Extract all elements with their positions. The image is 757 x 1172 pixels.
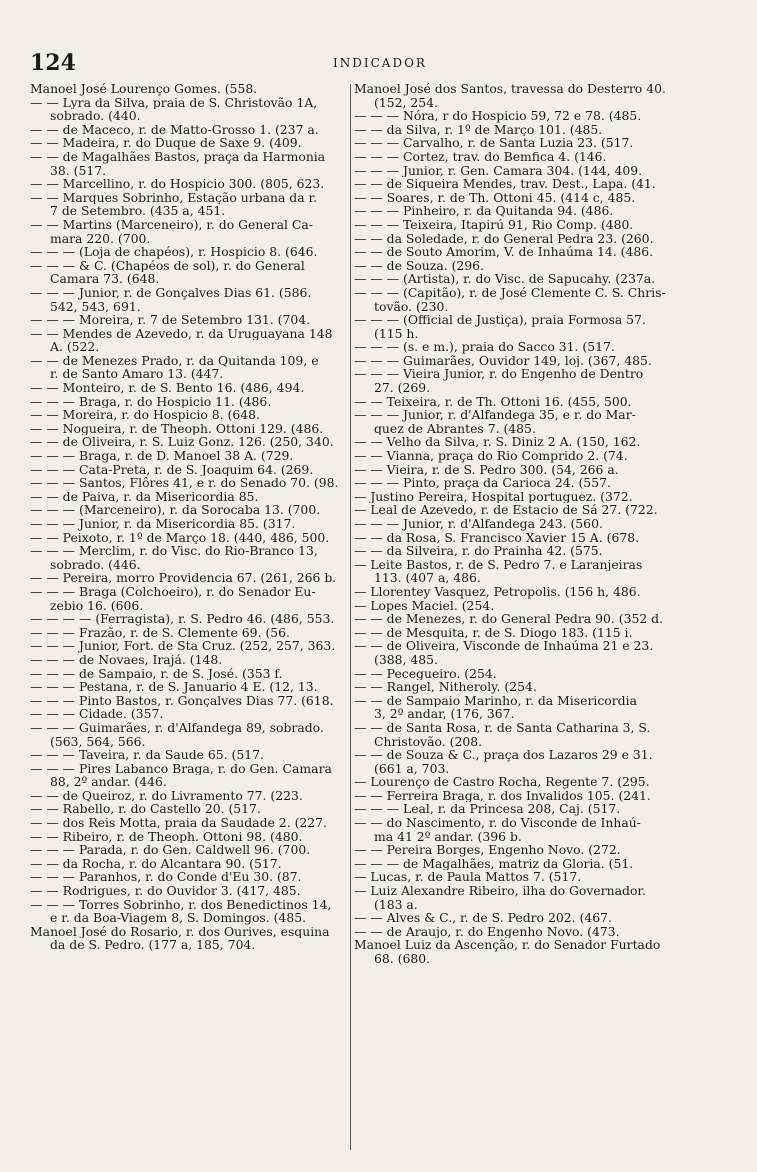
directory-entry-line: — — — Parada, r. do Gen. Caldwell 96. (700. [30,843,311,857]
directory-entry-line: Camara 73. (648. [50,272,160,286]
directory-entry-line: — Lucas, r. de Paula Mattos 7. (517. [354,870,582,885]
directory-entry-line: — — Vianna, praça do Rio Comprido 2. (74. [354,449,628,463]
right-column [354,82,714,966]
directory-entry-line: — Leite Bastos, r. de S. Pedro 7. e Laranjeiras [354,557,643,572]
directory-entry-line: — — — Cata-Preta, r. de S. Joaquim 64. (269. [30,462,314,477]
directory-entry-line: — — Mendes de Azevedo, r. da Uruguayana 148 [30,326,333,341]
directory-entry-line: — — de Santa Rosa, r. de Santa Catharina 3, S. [354,720,651,735]
directory-entry-line: — — Ferreira Braga, r. dos Invalidos 105. (241. [354,788,651,803]
directory-entry-line: — Justino Pereira, Hospital portuguez. (372. [354,489,633,504]
directory-entry-line: (115 h. [374,326,419,341]
directory-entry-line: Manoel Luiz da Ascenção, r. do Senador Furtado [354,938,661,952]
directory-entry-line: ma 41 2º andar. (396 b. [374,829,522,844]
page-header [30,50,730,78]
directory-entry-line: — — de Paiva, r. da Misericordia 85. [30,489,259,504]
directory-entry-line: — — — Taveira, r. da Saude 65. (517. [30,748,264,762]
directory-entry-line: — — Rodrigues, r. do Ouvidor 3. (417, 485. [30,884,301,898]
column-divider [350,84,351,1150]
directory-entry-line: (388, 485. [374,652,438,667]
directory-entry-line: — — — Pinheiro, r. da Quitanda 94. (486. [354,204,614,218]
directory-entry-line: — — Alves & C., r. de S. Pedro 202. (467. [354,911,612,925]
directory-entry-line: — — de Menezes Prado, r. da Quitanda 109, e [30,353,319,368]
directory-entry-line: — — — Guimarães, Ouvidor 149, loj. (367, 485. [354,353,652,368]
directory-entry-line: — — de Souza & C., praça dos Lazaros 29 e 31. [354,748,653,762]
directory-entry-line: — — Pecegueiro. (254. [354,666,497,681]
directory-entry-line: — — — & C. (Chapéos de sol), r. do General [30,258,305,273]
directory-entry-line: — — — Guimarães, r. d'Alfandega 89, sobrado. [30,720,324,735]
directory-entry-line: — — Ribeiro, r. de Theoph. Ottoni 98. (480. [30,829,303,844]
directory-entry-line: — — Teixeira, r. de Th. Ottoni 16. (455, 500. [354,394,632,409]
left-column [30,82,348,952]
directory-entry-line: — — de Mesquita, r. de S. Diogo 183. (115 i. [354,625,633,640]
directory-entry-line: — — de Menezes, r. do General Pedra 90. (352 d. [354,612,664,626]
directory-entry-line: — — — Santos, Flôres 41, e r. do Senado 70. (98. [30,476,339,490]
directory-entry-line: — — — Torres Sobrinho, r. dos Benedictinos 14, [30,897,332,912]
directory-entry-line: — — de Magalhães Bastos, praça da Harmonia [30,149,326,164]
directory-entry-line: tovão. (230. [374,299,449,314]
directory-entry-line: — Lopes Maciel. (254. [354,598,495,613]
directory-entry-line: — — de Oliveira, Visconde de Inhaúma 21 e 23. [354,639,654,653]
directory-entry-line: — — — (Official de Justiça), praia Formosa 57. [354,313,646,327]
directory-entry-line: (152, 254. [374,95,438,110]
directory-entry-line: (661 a, 703. [374,761,450,776]
directory-entry-line: — — Madeira, r. do Duque de Saxe 9. (409. [30,136,302,150]
directory-entry-line: 68. (680. [374,952,431,966]
directory-entry-line: — — — Pinto, praça da Carioca 24. (557. [354,476,611,490]
directory-entry-line: 27. (269. [374,381,431,395]
directory-entry-line: 88, 2º andar. (446. [50,775,167,789]
directory-entry-line: — — — Braga, r. do Hospicio 11. (486. [30,394,272,409]
directory-entry-line: — — — Teixeira, Itapirú 91, Rio Comp. (480. [354,217,634,232]
directory-entry-line: — — de Queiroz, r. do Livramento 77. (223. [30,788,303,803]
directory-entry-line: — — — Junior, r. de Gonçalves Dias 61. (586. [30,285,312,300]
directory-entry-line: — — — Junior, r. d'Alfandega 35, e r. do Mar- [354,408,636,422]
directory-entry-line: — — Pereira, morro Providencia 67. (261, 266 b. [30,571,337,585]
directory-entry-line: e r. da Boa-Viagem 8, S. Domingos. (485. [50,911,307,925]
directory-entry-line: — — Nogueira, r. de Theoph. Ottoni 129. (486. [30,421,324,436]
directory-entry-line: zebio 16. (606. [50,598,144,613]
directory-entry-line: — — — Nóra, r do Hospicio 59, 72 e 78. (485. [354,109,642,123]
directory-entry-line: — — — (Loja de chapéos), r. Hospicio 8. (646. [30,245,318,259]
directory-entry-line: — — — Vieira Junior, r. do Engenho de Dentro [354,367,644,382]
directory-entry-line: — — — Braga, r. de D. Manoel 38 A. (729. [30,449,294,463]
directory-entry-line: — Luiz Alexandre Ribeiro, ilha do Governador. [354,884,646,898]
directory-entry-line: — — — Junior, Fort. de Sta Cruz. (252, 257, 363. [30,639,336,653]
directory-entry-line: — — — Paranhos, r. do Conde d'Eu 30. (87. [30,870,302,885]
directory-entry-line: — — de Sampaio Marinho, r. da Misericordia [354,693,637,708]
directory-entry-line: — — Soares, r. de Th. Ottoni 45. (414 c, 485. [354,190,636,205]
directory-entry-line: — — de Maceco, r. de Matto-Grosso 1. (237 a. [30,122,319,137]
directory-entry-line: — — — Frazão, r. de S. Clemente 69. (56. [30,625,290,640]
directory-entry-line: — — Marcellino, r. do Hospicio 300. (805, 623. [30,177,325,191]
directory-entry-line: — — Moreira, r. do Hospicio 8. (648. [30,408,260,422]
directory-entry-line: 38. (517. [50,163,107,178]
directory-entry-line: — — Monteiro, r. de S. Bento 16. (486, 494. [30,381,305,395]
directory-entry-line: — — — (Capitão), r. de José Clemente C. S. Chris- [354,285,666,300]
directory-entry-line: — — — de Sampaio, r. de S. José. (353 f. [30,666,283,681]
directory-entry-line: 3, 2º andar, (176, 367. [374,707,515,721]
directory-entry-line: — — — Carvalho, r. de Santa Luzia 23. (517. [354,136,634,150]
directory-entry-line: — — — Moreira, r. 7 de Setembro 131. (704. [30,313,311,327]
directory-entry-line: — Leal de Azevedo, r. de Estacio de Sá 27. (722. [354,503,658,517]
directory-entry-line: — — da Silva, r. 1º de Março 101. (485. [354,122,603,137]
directory-entry-line: — — — Junior, r. Gen. Camara 304. (144, 409. [354,163,643,178]
directory-entry-line: r. de Santo Amaro 13. (447. [50,367,224,382]
directory-entry-line: (563, 564, 566. [50,734,146,749]
directory-entry-line: 113. (407 a, 486. [374,571,481,585]
directory-entry-line: — — de Oliveira, r. S. Luiz Gonz. 126. (250, 340. [30,435,334,450]
directory-entry-line: sobrado. (440. [50,109,141,123]
directory-entry-line: — — — Junior, r. d'Alfandega 243. (560. [354,517,603,531]
running-head: INDICADOR [333,56,427,70]
directory-entry-line: — — — Merclim, r. do Visc. do Rio-Branco 13, [30,544,318,558]
directory-entry-line: — — da Rocha, r. do Alcantara 90. (517. [30,856,282,871]
directory-entry-line: — — — Junior, r. da Misericordia 85. (317. [30,517,296,531]
directory-entry-line: — — — (Marceneiro), r. da Sorocaba 13. (700. [30,503,321,517]
directory-entry-line: — — — Cidade. (357. [30,707,164,721]
directory-entry-line: — — Marques Sobrinho, Estação urbana da r. [30,190,318,205]
directory-entry-line: — — — Pinto Bastos, r. Gonçalves Dias 77. (618. [30,693,334,708]
directory-entry-line: 7 de Setembro. (435 a, 451. [50,204,226,218]
directory-entry-line: da de S. Pedro. (177 a, 185, 704. [50,938,256,952]
directory-entry-line: — — Rangel, Nitheroly. (254. [354,680,537,694]
directory-entry-line: — — do Nascimento, r. do Visconde de Inhaú- [354,816,641,830]
directory-entry-line: Manoel José dos Santos, travessa do Desterro 40. [354,82,666,96]
directory-entry-line: — — Pereira Borges, Engenho Novo. (272. [354,843,621,857]
directory-entry-line: quez de Abrantes 7. (485. [374,421,536,436]
directory-entry-line: A. (522. [50,340,100,354]
directory-entry-line: — — Vieira, r. de S. Pedro 300. (54, 266 a. [354,462,619,477]
directory-entry-line: — — da Silveira, r. do Prainha 42. (575. [354,544,603,558]
directory-entry-line: — — — de Novaes, Irajá. (148. [30,652,223,667]
directory-entry-line: — — da Soledade, r. do General Pedra 23. (260. [354,231,654,246]
directory-entry-line: Manoel José do Rosario, r. dos Ourives, esquina [30,924,330,939]
directory-entry-line: — Llorentey Vasquez, Petropolis. (156 h, 486. [354,584,641,599]
directory-entry-line: 542, 543, 691. [50,299,141,314]
directory-entry-line: — — — — (Ferragista), r. S. Pedro 46. (486, 553. [30,612,335,626]
directory-entry-line: — — da Rosa, S. Francisco Xavier 15 A. (678. [354,530,640,545]
directory-entry-line: — — — de Magalhães, matriz da Gloria. (51. [354,856,634,871]
directory-entry-line: — — — Pestana, r. de S. Januario 4 E. (12, 13. [30,680,318,694]
directory-entry-line: — — — (Artista), r. do Visc. de Sapucahy. (237a. [354,272,656,286]
directory-entry-line: — — de Araujo, r. do Engenho Novo. (473. [354,924,620,939]
directory-entry-line: — — — Pires Labanco Braga, r. do Gen. Camara [30,761,332,776]
directory-entry-line: — Lourenço de Castro Rocha, Regente 7. (295. [354,775,650,789]
directory-entry-line: — — dos Reis Motta, praia da Saudade 2. (227. [30,816,327,830]
directory-entry-line: — — Velho da Silva, r. S. Diniz 2 A. (150, 162. [354,435,641,450]
page-number: 124 [30,50,76,76]
directory-entry-line: (183 a. [374,897,418,912]
directory-entry-line: — — Peixoto, r. 1º de Março 18. (440, 486, 500. [30,530,330,545]
directory-entry-line: — — — Cortez, trav. do Bemfica 4. (146. [354,149,607,164]
directory-entry-line: — — de Siqueira Mendes, trav. Dest., Lapa. (41. [354,177,656,191]
directory-entry-line: — — Martins (Marceneiro), r. do General Ca- [30,217,313,232]
directory-entry-line: sobrado. (446. [50,557,141,572]
directory-entry-line: — — Rabello, r. do Castello 20. (517. [30,802,261,817]
directory-entry-line: Manoel José Lourenço Gomes. (558. [30,82,258,96]
directory-entry-line: — — — Braga (Colchoeiro), r. do Senador Eu- [30,584,316,599]
directory-entry-line: — — de Souza. (296. [354,258,485,273]
directory-entry-line: — — de Souto Amorim, V. de Inhaúma 14. (486. [354,245,654,259]
directory-entry-line: — — — Leal, r. da Princesa 208, Caj. (517. [354,802,621,817]
directory-entry-line: — — — (s. e m.), praia do Sacco 31. (517. [354,340,615,354]
directory-entry-line: mara 220. (700. [50,231,151,246]
directory-entry-line: Christovão. (208. [374,734,483,749]
directory-entry-line: — — Lyra da Silva, praia de S. Christovão 1A, [30,95,318,110]
